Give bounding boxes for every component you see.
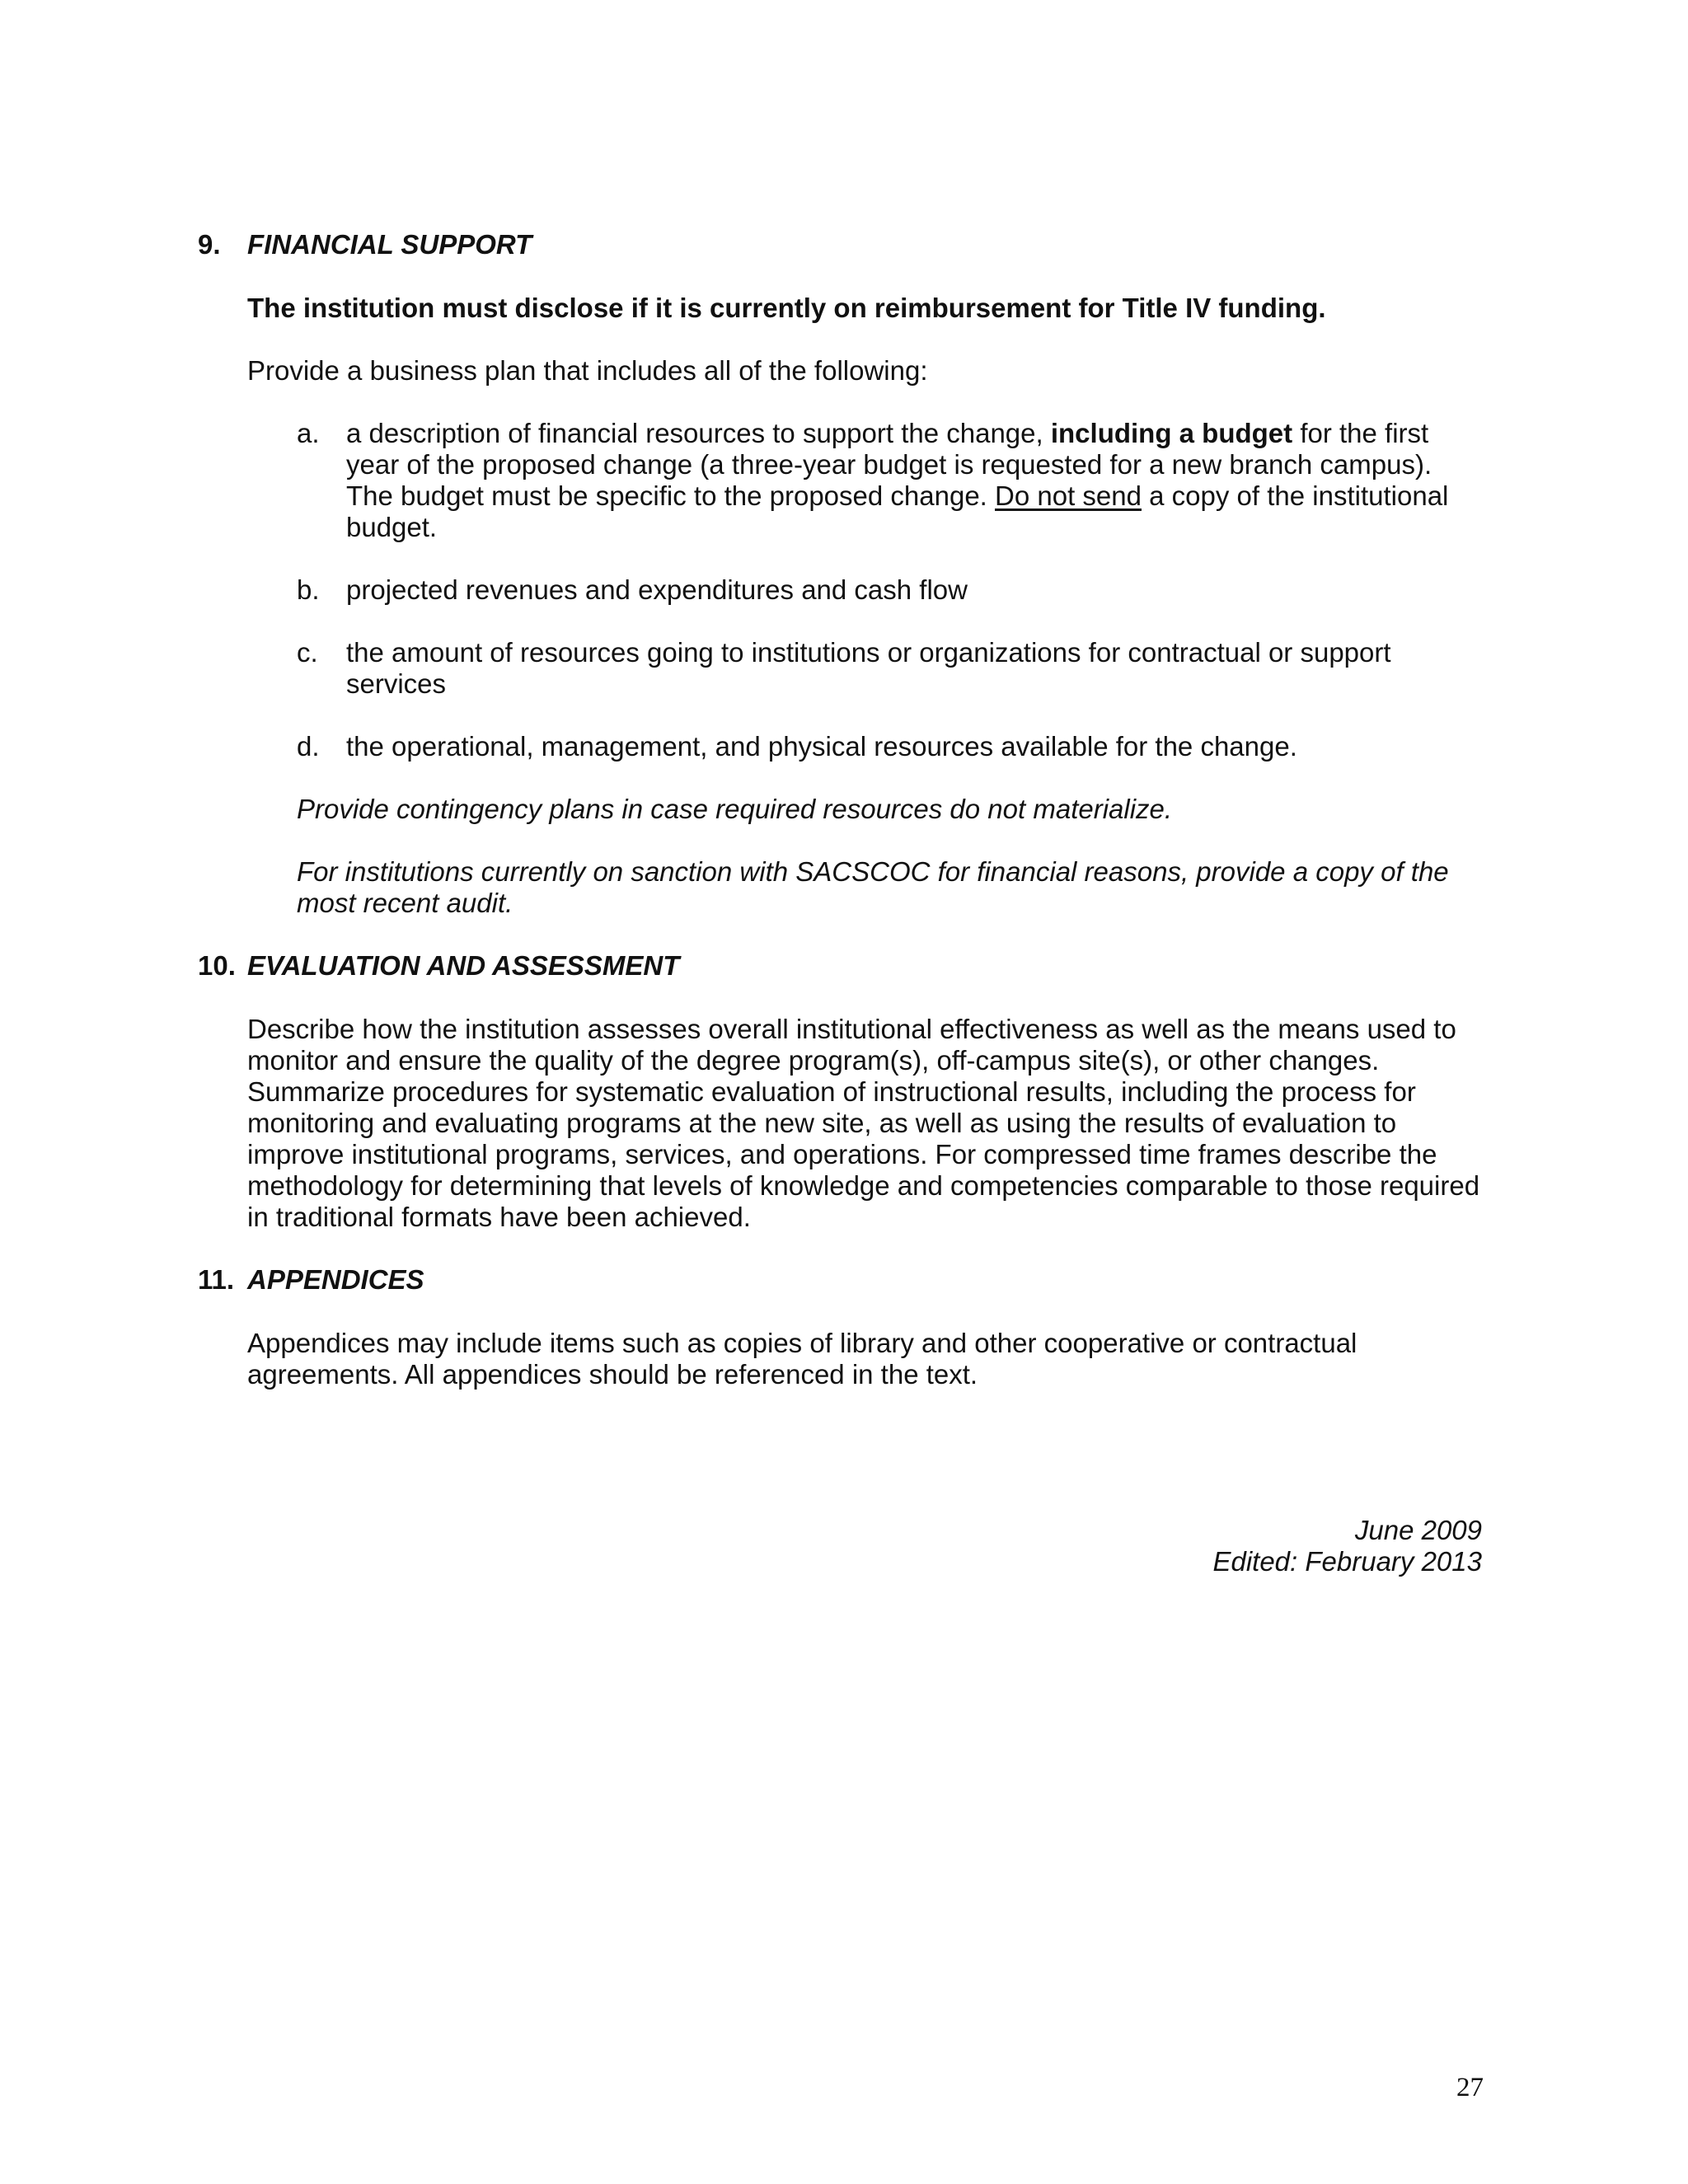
section-10-number: 10. bbox=[198, 950, 236, 981]
section-11-title: APPENDICES bbox=[247, 1264, 424, 1295]
evaluation-paragraph-line: improve institutional programs, services, and operations. For compressed time frames describe the bbox=[247, 1139, 1437, 1169]
section-9-title: FINANCIAL SUPPORT bbox=[247, 229, 532, 260]
item-a-line-4: budget. bbox=[346, 512, 438, 542]
title-iv-disclosure: The institution must disclose if it is currently on reimbursement for Title IV funding. bbox=[247, 293, 1326, 323]
item-a-line-1 bbox=[346, 418, 1428, 449]
business-plan-intro: Provide a business plan that includes all of the following: bbox=[247, 355, 928, 386]
contingency-note: Provide contingency plans in case required resources do not materialize. bbox=[297, 794, 1173, 824]
evaluation-paragraph-line: in traditional formats have been achieved. bbox=[247, 1202, 751, 1232]
item-b-line-1: projected revenues and expenditures and cash flow bbox=[346, 574, 968, 605]
appendices-paragraph-line: agreements. All appendices should be referenced in the text. bbox=[247, 1359, 978, 1390]
item-a-text: a copy of the institutional bbox=[1141, 480, 1449, 511]
evaluation-paragraph-line: methodology for determining that levels of knowledge and competencies comparable to those required bbox=[247, 1170, 1480, 1201]
evaluation-paragraph-line: Summarize procedures for systematic evaluation of instructional results, including the process for bbox=[247, 1076, 1416, 1107]
item-a-text: The budget must be specific to the proposed change. bbox=[346, 480, 996, 511]
section-9-number: 9. bbox=[198, 229, 221, 260]
sanction-note-line-1: For institutions currently on sanction with SACSCOC for financial reasons, provide a copy of the bbox=[297, 856, 1449, 887]
appendices-paragraph-line: Appendices may include items such as copies of library and other cooperative or contractual bbox=[247, 1328, 1357, 1358]
item-a-line-3 bbox=[346, 480, 1448, 512]
original-date: June 2009 bbox=[1354, 1515, 1482, 1545]
item-a-text: for the first bbox=[1292, 418, 1429, 448]
section-11-number: 11. bbox=[198, 1264, 235, 1295]
item-c-marker: c. bbox=[297, 637, 318, 668]
item-d-marker: d. bbox=[297, 731, 320, 762]
section-10-title: EVALUATION AND ASSESSMENT bbox=[247, 950, 680, 981]
sanction-note-line-2: most recent audit. bbox=[297, 888, 513, 918]
evaluation-paragraph-line: monitoring and evaluating programs at the new site, as well as using the results of evaluation to bbox=[247, 1108, 1397, 1138]
item-b-marker: b. bbox=[297, 574, 320, 605]
item-a-marker: a. bbox=[297, 418, 320, 448]
evaluation-paragraph-line: monitor and ensure the quality of the degree program(s), off-campus site(s), or other changes. bbox=[247, 1045, 1380, 1076]
item-a-text: a description of financial resources to support the change, bbox=[346, 418, 1051, 448]
item-c-line-2: services bbox=[346, 668, 447, 699]
item-d-line-1: the operational, management, and physical resources available for the change. bbox=[346, 731, 1297, 762]
page-number: 27 bbox=[1456, 2073, 1484, 2102]
edited-date: Edited: February 2013 bbox=[1212, 1546, 1482, 1577]
evaluation-paragraph-line: Describe how the institution assesses overall institutional effectiveness as well as the means used to bbox=[247, 1014, 1456, 1044]
item-c-line-1: the amount of resources going to institutions or organizations for contractual or support bbox=[346, 637, 1391, 668]
item-a-bold-text: including a budget bbox=[1050, 418, 1293, 448]
item-a-underlined-text: Do not send bbox=[995, 480, 1142, 511]
item-a-line-2: year of the proposed change (a three-year budget is requested for a new branch campus). bbox=[346, 449, 1432, 480]
